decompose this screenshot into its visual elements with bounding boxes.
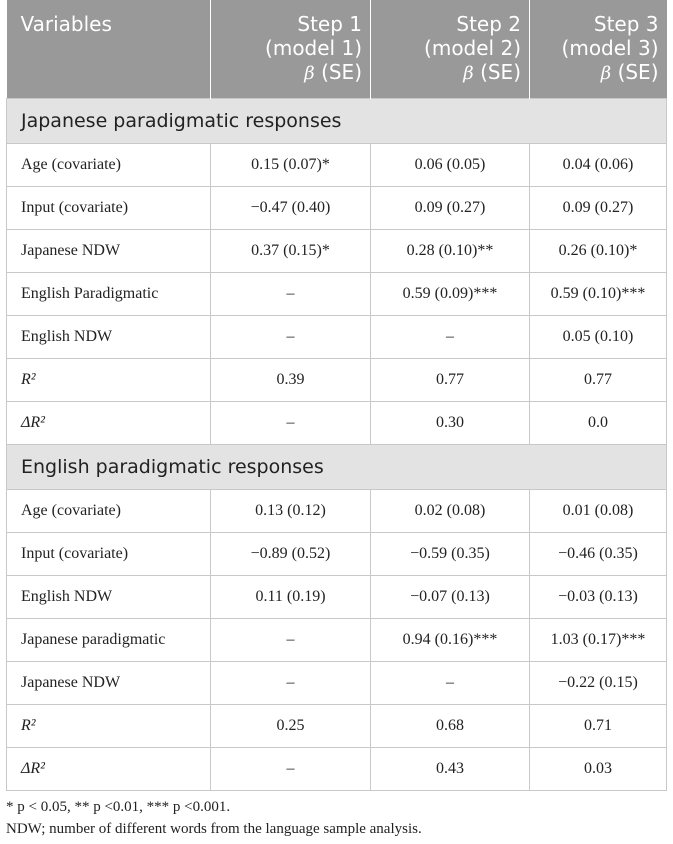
table-row [7, 619, 667, 662]
cell-step-3: 0.05 (0.10) [530, 316, 667, 359]
cell-step-1: – [211, 748, 371, 791]
table-row [7, 187, 667, 230]
table-row [7, 748, 667, 791]
cell-step-1: – [211, 662, 371, 705]
cell-step-1: 0.15 (0.07)* [211, 144, 371, 187]
table-body [7, 99, 667, 791]
cell-step-3: 1.03 (0.17)*** [530, 619, 667, 662]
cell-step-2: 0.68 [371, 705, 530, 748]
step-title: Step 2 [456, 12, 521, 36]
cell-step-1: – [211, 402, 371, 445]
row-label: Input (covariate) [7, 187, 211, 230]
cell-step-3: −0.03 (0.13) [530, 576, 667, 619]
cell-step-2: 0.77 [371, 359, 530, 402]
cell-step-1: – [211, 273, 371, 316]
cell-step-1: −0.47 (0.40) [211, 187, 371, 230]
header-row [7, 0, 667, 99]
row-label: R² [7, 705, 211, 748]
table-row [7, 576, 667, 619]
row-label: English Paradigmatic [7, 273, 211, 316]
cell-step-3: −0.46 (0.35) [530, 533, 667, 576]
header-step-2 [371, 0, 530, 99]
table-row [7, 662, 667, 705]
cell-step-3: 0.71 [530, 705, 667, 748]
table-row [7, 316, 667, 359]
cell-step-1: 0.25 [211, 705, 371, 748]
table-row [7, 705, 667, 748]
cell-step-2: 0.28 (0.10)** [371, 230, 530, 273]
beta-se-label [538, 60, 659, 86]
table-header [7, 0, 667, 99]
section-title: Japanese paradigmatic responses [7, 99, 667, 144]
table-row [7, 230, 667, 273]
cell-step-1: −0.89 (0.52) [211, 533, 371, 576]
significance-footnote: * p < 0.05, ** p <0.01, *** p <0.001. [6, 799, 231, 815]
se-label: (SE) [321, 60, 362, 84]
model-label: (model 1) [265, 36, 362, 60]
cell-step-2: 0.09 (0.27) [371, 187, 530, 230]
table-row [7, 490, 667, 533]
cell-step-2: −0.07 (0.13) [371, 576, 530, 619]
cell-step-1: 0.37 (0.15)* [211, 230, 371, 273]
se-label: (SE) [617, 60, 659, 84]
row-label: ΔR² [7, 748, 211, 791]
row-label: ΔR² [7, 402, 211, 445]
header-step-3 [530, 0, 667, 99]
step-title: Step 1 [297, 12, 362, 36]
regression-table [6, 0, 667, 791]
model-label: (model 3) [561, 36, 659, 60]
row-label: R² [7, 359, 211, 402]
cell-step-2: 0.02 (0.08) [371, 490, 530, 533]
row-label: English NDW [7, 576, 211, 619]
row-label: Japanese paradigmatic [7, 619, 211, 662]
cell-step-2: – [371, 316, 530, 359]
cell-step-3: 0.59 (0.10)*** [530, 273, 667, 316]
section-title: English paradigmatic responses [7, 445, 667, 490]
table-row [7, 402, 667, 445]
cell-step-2: – [371, 662, 530, 705]
cell-step-3: 0.77 [530, 359, 667, 402]
cell-step-2: −0.59 (0.35) [371, 533, 530, 576]
cell-step-2: 0.59 (0.09)*** [371, 273, 530, 316]
row-label: Japanese NDW [7, 662, 211, 705]
cell-step-2: 0.43 [371, 748, 530, 791]
beta-se-label [379, 60, 521, 86]
ndw-footnote: NDW; number of different words from the language sample analysis. [6, 821, 422, 837]
cell-step-1: 0.39 [211, 359, 371, 402]
beta-symbol: β [463, 63, 474, 84]
cell-step-3: 0.09 (0.27) [530, 187, 667, 230]
row-label: Age (covariate) [7, 144, 211, 187]
model-label: (model 2) [424, 36, 521, 60]
table-footnotes [6, 796, 666, 840]
cell-step-3: 0.03 [530, 748, 667, 791]
se-label: (SE) [480, 60, 521, 84]
cell-step-3: −0.22 (0.15) [530, 662, 667, 705]
header-variables: Variables [7, 0, 211, 99]
table-row [7, 533, 667, 576]
regression-table-container [6, 0, 666, 791]
cell-step-1: 0.13 (0.12) [211, 490, 371, 533]
cell-step-1: – [211, 316, 371, 359]
beta-symbol: β [304, 63, 315, 84]
row-label: Input (covariate) [7, 533, 211, 576]
cell-step-3: 0.01 (0.08) [530, 490, 667, 533]
row-label: Japanese NDW [7, 230, 211, 273]
step-title: Step 3 [593, 12, 659, 36]
cell-step-3: 0.0 [530, 402, 667, 445]
cell-step-1: 0.11 (0.19) [211, 576, 371, 619]
table-row [7, 273, 667, 316]
section-header-row [7, 445, 667, 490]
cell-step-1: – [211, 619, 371, 662]
cell-step-2: 0.94 (0.16)*** [371, 619, 530, 662]
row-label: Age (covariate) [7, 490, 211, 533]
beta-se-label [219, 60, 362, 86]
cell-step-2: 0.06 (0.05) [371, 144, 530, 187]
table-row [7, 359, 667, 402]
header-step-1 [211, 0, 371, 99]
cell-step-2: 0.30 [371, 402, 530, 445]
cell-step-3: 0.04 (0.06) [530, 144, 667, 187]
table-row [7, 144, 667, 187]
row-label: English NDW [7, 316, 211, 359]
section-header-row [7, 99, 667, 144]
cell-step-3: 0.26 (0.10)* [530, 230, 667, 273]
beta-symbol: β [600, 63, 612, 84]
